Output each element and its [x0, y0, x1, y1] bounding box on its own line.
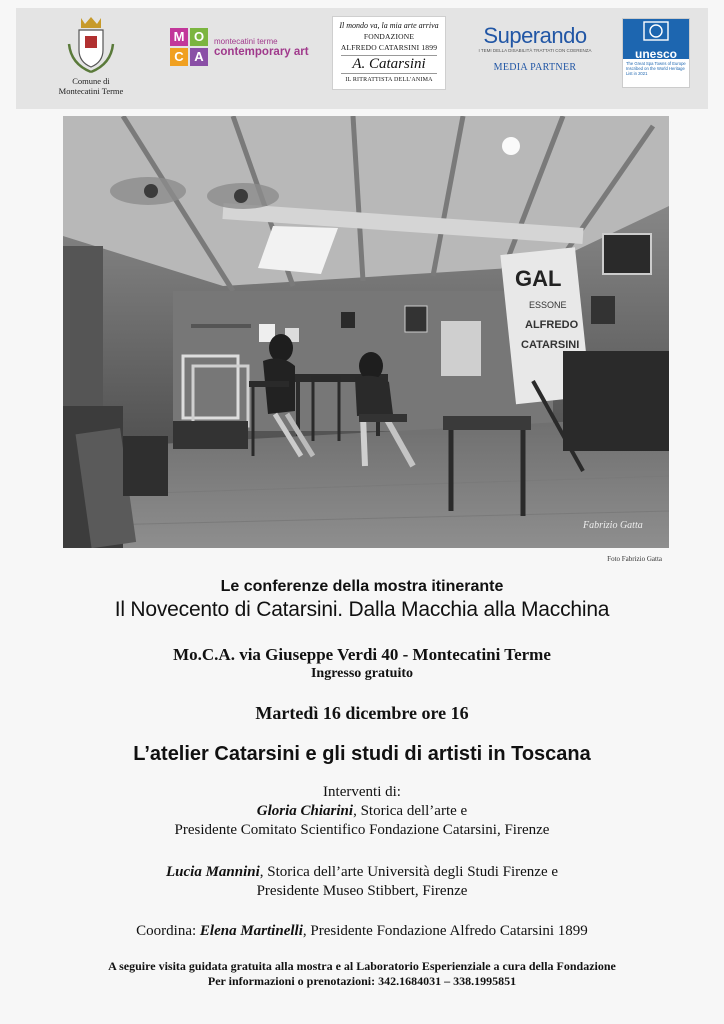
- superando-logo: [474, 24, 596, 80]
- sign-line-4: CATARSINI: [521, 339, 580, 351]
- entry-info: Ingresso gratuito: [310, 666, 414, 681]
- unesco-logo: [622, 18, 690, 88]
- exhibition-subtitle: Le conferenze della mostra itinerante: [220, 578, 504, 595]
- superando-name: Superando: [483, 23, 587, 48]
- fondazione-tagline: IL RITRATTISTA DELL'ANIMA: [345, 77, 433, 83]
- coordinator-name: Elena Martinelli: [199, 923, 303, 939]
- contact-info: Per informazioni o prenotazioni: 342.1684031 – 338.1995851: [207, 974, 517, 988]
- coordinator: [0, 923, 724, 940]
- coordinator-label: Coordina:: [136, 923, 200, 939]
- unesco-name: unesco: [634, 47, 677, 61]
- speaker-2-role-line2: Presidente Museo Stibbert, Firenze: [256, 883, 468, 899]
- coordinator-role: , Presidente Fondazione Alfredo Catarsini 1899: [302, 923, 588, 939]
- moca-letter-m: M: [170, 28, 188, 46]
- comune-line1: Comune di: [72, 76, 110, 86]
- photographer-signature: Fabrizio Gatta: [583, 520, 643, 531]
- coat-of-arms-icon: [65, 14, 117, 76]
- speaker-2-role: , Storica dell’arte Università degli Studi Firenze e: [259, 864, 559, 880]
- sign-line-1: GAL: [515, 266, 562, 291]
- logo-bar: [16, 8, 708, 109]
- conference-title: L’atelier Catarsini e gli studi di artisti in Toscana: [133, 743, 591, 765]
- unesco-heritage-icon: [641, 19, 671, 43]
- photo-credit: Foto Fabrizio Gatta: [607, 555, 662, 563]
- speaker-1-role: , Storica dell’arte e: [353, 803, 468, 819]
- speaker-1: [0, 803, 724, 820]
- sign-line-2: ESSONE: [529, 300, 567, 310]
- sign-line-3: ALFREDO: [525, 319, 579, 331]
- moca-letter-c: C: [170, 48, 188, 66]
- speakers-label: Interventi di:: [323, 784, 401, 800]
- unesco-text: The Great Spa Towns of Europe Inscribed on the World Heritage List in 2021: [626, 61, 686, 76]
- moca-letter-o: O: [190, 28, 208, 46]
- fondazione-signature: A. Catarsini: [341, 55, 437, 74]
- superando-tagline: I TEMI DELLA DISABILITÀ TRATTATI CON COERENZA: [478, 48, 592, 53]
- guided-tour-note: A seguire visita guidata gratuita alla mostra e al Laboratorio Esperienziale a cura della Fondazione: [108, 959, 616, 973]
- moca-mark: [170, 28, 210, 68]
- fondazione-logo: [332, 16, 446, 90]
- atelier-photo: [63, 116, 669, 548]
- media-partner-label: MEDIA PARTNER: [493, 62, 577, 73]
- fondazione-motto: Il mondo va, la mia arte arriva: [339, 21, 439, 30]
- speaker-2-name: Lucia Mannini: [165, 864, 260, 880]
- speaker-1-name: Gloria Chiarini: [256, 803, 354, 819]
- event-date: Martedì 16 dicembre ore 16: [255, 703, 469, 723]
- moca-line2: contemporary art: [214, 46, 309, 58]
- speaker-2: [0, 864, 724, 881]
- venue: Mo.C.A. via Giuseppe Verdi 40 - Montecatini Terme: [173, 645, 551, 664]
- exhibition-title: Il Novecento di Catarsini. Dalla Macchia alla Macchina: [114, 598, 610, 621]
- moca-letter-a: A: [190, 48, 208, 66]
- comune-logo: [56, 14, 126, 106]
- speaker-1-role-line2: Presidente Comitato Scientifico Fondazione Catarsini, Firenze: [174, 822, 550, 838]
- fondazione-line1: FONDAZIONE: [363, 32, 415, 41]
- moca-logo: [170, 28, 309, 72]
- moca-line1: montecatini terme: [214, 37, 278, 46]
- comune-line2: Montecatini Terme: [58, 86, 124, 96]
- fondazione-line2: ALFREDO CATARSINI 1899: [340, 43, 438, 52]
